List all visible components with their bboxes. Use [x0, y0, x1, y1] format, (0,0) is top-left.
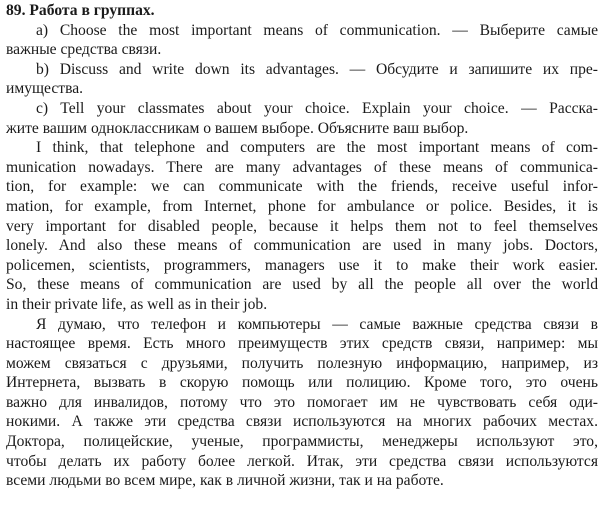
english-line: policemen, scientists, programmers, managers use it to make their work easier.: [6, 256, 598, 274]
english-line: lonely. And also these means of communication are used in many jobs. Doctors,: [6, 237, 598, 255]
task-line: a) Choose the most important means of communication. — Выберите самые: [36, 21, 598, 39]
russian-line: можем связаться с друзьями, получить полезную информацию, например, из: [6, 354, 598, 372]
task-line: b) Discuss and write down its advantages. — Обсудите и запишите их пре-: [36, 60, 598, 78]
russian-line: Интернета, вызвать в скорую помощь или полицию. Кроме того, это очень: [6, 374, 598, 392]
russian-line: Я думаю, что телефон и компьютеры — самые важные средства связи в: [36, 315, 598, 333]
english-line: So, these means of communication are used by all the people all over the world: [6, 276, 598, 294]
task-line: c) Tell your classmates about your choice. Explain your choice. — Расска-: [36, 99, 598, 117]
russian-line: чтобы делать их работу более легкой. Итак, эти средства связи используются: [6, 452, 598, 470]
task-line: важные средства связи.: [6, 41, 162, 59]
russian-answer-paragraph: [6, 315, 598, 491]
english-line: very important for disabled people, because it helps them not to feel themselves: [6, 217, 598, 235]
russian-line: Доктора, полицейские, ученые, программисты, менеджеры используют это,: [6, 433, 598, 451]
russian-line: важно для инвалидов, потому что это помогает им не чувствовать себя оди-: [6, 393, 598, 411]
english-line: mation, for example, from Internet, phone for ambulance or police. Besides, it is: [6, 197, 598, 215]
task-block: [6, 21, 598, 139]
exercise-title: Работа в группах.: [29, 2, 155, 19]
task-line: имущества.: [6, 80, 84, 98]
exercise-heading: [6, 1, 598, 21]
english-line: munication nowadays. There are many advantages of these means of communica-: [6, 158, 598, 176]
russian-line: нокими. А также эти средства связи используются на многих рабочих местах.: [6, 413, 598, 431]
english-answer-paragraph: [6, 138, 598, 314]
russian-line: настоящее время. Есть много преимуществ этих средств связи, например: мы: [6, 335, 598, 353]
exercise-number: 89.: [6, 2, 26, 19]
english-line: tion, for example: we can communicate with the friends, receive useful infor-: [6, 178, 598, 196]
english-line: I think, that telephone and computers are the most important means of com-: [36, 139, 598, 157]
russian-line: всеми людьми во всем мире, как в личной жизни, так и на работе.: [6, 472, 444, 490]
english-line: in their private life, as well as in their job.: [6, 295, 268, 313]
task-line: жите вашим одноклассникам о вашем выборе. Объясните ваш выбор.: [6, 119, 469, 137]
